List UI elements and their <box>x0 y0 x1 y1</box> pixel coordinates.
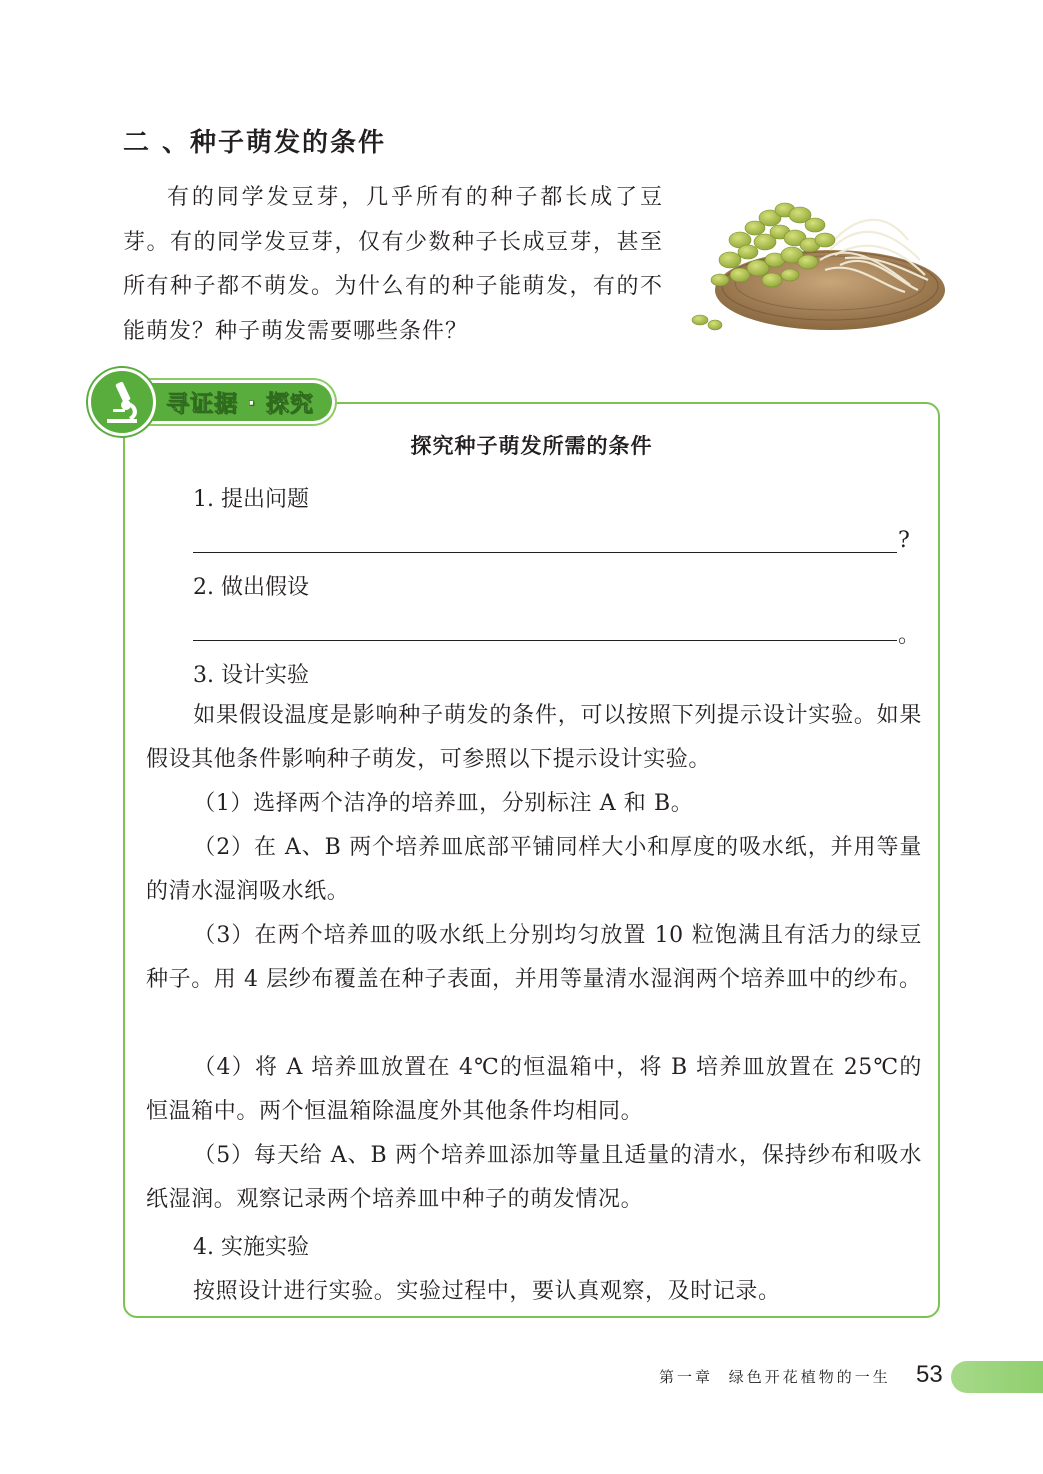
activity-title: 探究种子萌发所需的条件 <box>410 434 653 458</box>
answer-line-hypothesis[interactable] <box>193 640 897 641</box>
footer-bar <box>951 1361 1043 1393</box>
step-4-text: 按照设计进行实验。实验过程中，要认真观察，及时记录。 <box>193 1279 781 1304</box>
chapter-title: 第一章 绿色开花植物的一生 <box>659 1368 891 1386</box>
bean-sprouts-photo <box>680 180 950 340</box>
question-mark: ? <box>898 528 910 553</box>
design-step-4: （4）将 A 培养皿放置在 4℃的恒温箱中，将 B 培养皿放置在 25℃的恒温箱中。两个恒温箱除温度外其他条件均相同。 <box>146 1055 922 1124</box>
section-heading: 二 、种子萌发的条件 <box>123 128 387 158</box>
inquiry-badge <box>88 368 338 432</box>
design-intro: 如果假设温度是影响种子萌发的条件，可以按照下列提示设计实验。如果假设其他条件影响种子萌发，可参照以下提示设计实验。 <box>146 703 922 772</box>
microscope-icon <box>88 368 156 436</box>
design-step-2: （2）在 A、B 两个培养皿底部平铺同样大小和厚度的吸水纸，并用等量的清水湿润吸水纸。 <box>146 835 922 904</box>
badge-label: 寻证据 · 探究 <box>166 391 314 417</box>
period-mark: 。 <box>898 623 921 648</box>
design-step-1: （1）选择两个洁净的培养皿，分别标注 A 和 B。 <box>193 791 694 816</box>
page-number: 53 <box>916 1361 943 1388</box>
intro-paragraph: 有的同学发豆芽，几乎所有的种子都长成了豆芽。有的同学发豆芽，仅有少数种子长成豆芽，甚至所有种子都不萌发。为什么有的种子能萌发，有的不能萌发？种子萌发需要哪些条件？ <box>123 185 663 344</box>
step-4-heading: 4. 实施实验 <box>193 1235 309 1260</box>
step-3-heading: 3. 设计实验 <box>193 663 309 688</box>
design-step-3: （3）在两个培养皿的吸水纸上分别均匀放置 10 粒饱满且有活力的绿豆种子。用 4 层纱布覆盖在种子表面，并用等量清水湿润两个培养皿中的纱布。 <box>146 923 922 992</box>
step-2-heading: 2. 做出假设 <box>193 575 309 600</box>
step-1-heading: 1. 提出问题 <box>193 487 309 512</box>
design-step-5: （5）每天给 A、B 两个培养皿添加等量且适量的清水，保持纱布和吸水纸湿润。观察记录两个培养皿中种子的萌发情况。 <box>146 1143 922 1212</box>
answer-line-question[interactable] <box>193 552 897 553</box>
